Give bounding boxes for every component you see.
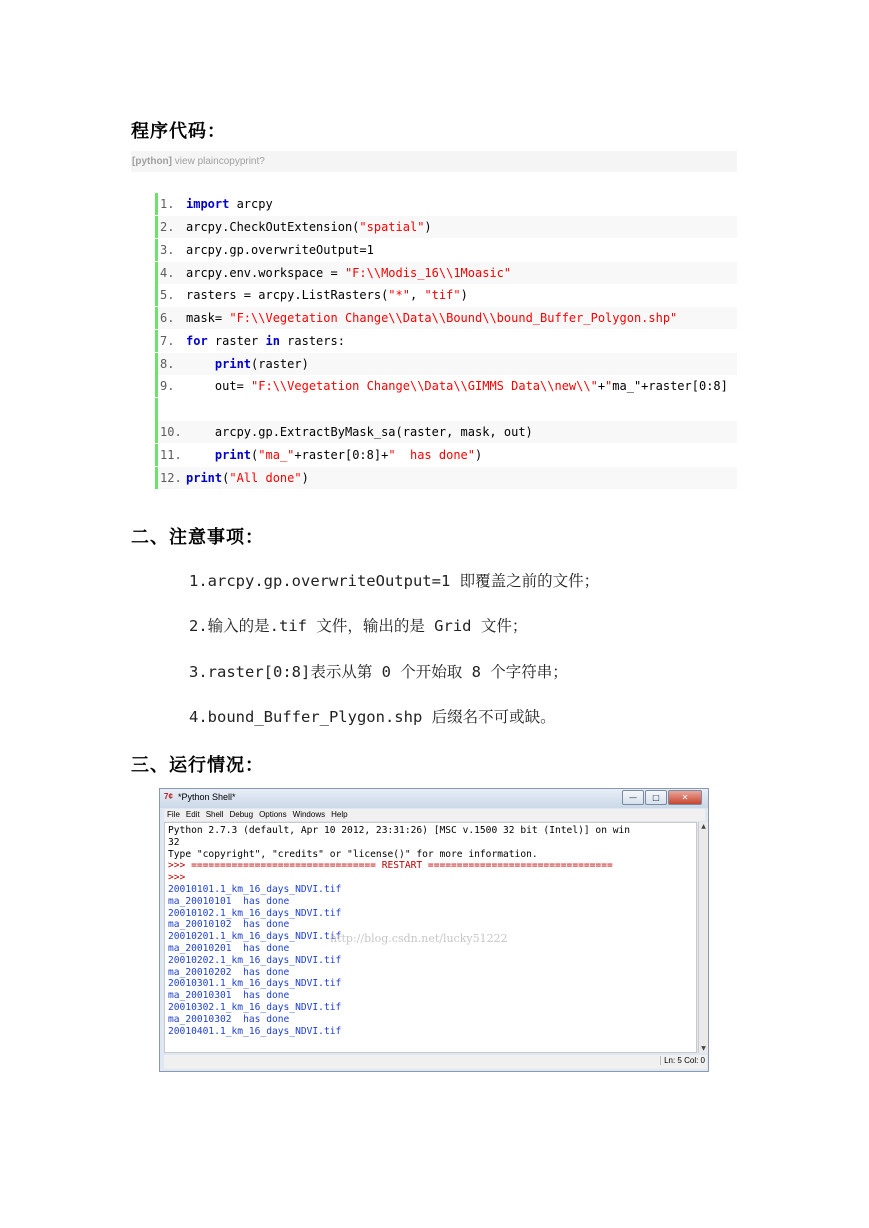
cursor-position: Ln: 5 Col: 0 [660,1056,705,1065]
code-text: , [409,288,425,302]
vertical-scrollbar[interactable] [698,822,708,1053]
line-number: 9. [160,379,175,393]
shell-line: Python 2.7.3 (default, Apr 10 2012, 23:31:26) [MSC v.1500 32 bit (Intel)] on win [168,825,631,836]
code-line [155,375,737,397]
shell-line: ma_20010301 has done [168,990,290,1002]
shell-line: 20010302.1_km_16_days_NDVI.tif [168,1002,342,1013]
shell-line: ma_20010201 has done [168,943,290,954]
code-keyword: import [186,197,230,211]
code-string: "All done" [229,471,302,485]
shell-line: 20010401.1_km_16_days_NDVI.tif [168,1025,342,1037]
code-text: (raster) [251,357,309,371]
code-text [186,357,215,371]
scroll-up-icon[interactable]: ▲ [701,823,706,830]
menu-item-windows[interactable]: Windows [292,810,326,819]
code-toolbar [131,151,737,172]
code-line [155,467,737,489]
run-heading: 三、运行情况： [131,755,264,776]
code-text: ( [222,471,230,485]
code-line [155,193,737,215]
code-keyword: in [265,334,280,348]
shell-line: ma_20010101 has done [168,895,290,907]
code-text: ma_"+raster[0:8] [612,379,728,393]
minimize-icon[interactable]: — [622,790,644,805]
code-string: "ma_" [258,448,295,462]
code-keyword: print [186,471,223,485]
shell-line: Type "copyright", "credits" or "license()" for more information. [168,848,538,860]
menu-item-file[interactable]: File [167,810,180,819]
code-text: raster [207,334,266,348]
line-number: 2. [160,220,175,234]
code-text: ) [301,471,309,485]
python-icon: 7¢ [164,792,173,801]
shell-line: 32 [168,836,180,848]
menu-item-debug[interactable]: Debug [229,810,254,819]
shell-line: ma_20010102 has done [168,919,290,931]
code-line [155,421,737,443]
line-number: 3. [160,243,175,257]
code-line [155,239,737,261]
code-text: + [597,379,606,393]
code-text: mask= [186,311,230,325]
code-line [155,330,737,352]
menu-item-options[interactable]: Options [259,810,287,819]
code-language-label: [python] [132,156,172,167]
python-shell-window [159,788,709,1072]
shell-line: 20010201.1_km_16_days_NDVI.tif [168,931,342,943]
code-string: " has done" [388,448,476,462]
shell-line: >>> [168,872,186,884]
code-heading: 程序代码： [131,121,226,142]
code-line [155,353,737,375]
code-string: "*" [388,288,410,302]
line-number: 5. [160,288,175,302]
shell-line: 20010301.1_km_16_days_NDVI.tif [168,978,342,990]
code-text: +raster[0:8]+ [294,448,389,462]
shell-line: ma_20010302 has done [168,1013,290,1025]
scroll-down-icon[interactable]: ▼ [701,1045,706,1052]
notes-heading: 二、注意事项： [131,527,264,548]
menu-item-edit[interactable]: Edit [185,810,200,819]
code-text: arcpy.CheckOutExtension( [186,220,360,234]
menu-item-help[interactable]: Help [331,810,348,819]
maximize-icon[interactable]: □ [645,790,667,805]
line-number: 1. [160,197,175,211]
code-toolbar-actions[interactable]: view plaincopyprint? [174,156,265,167]
code-text: rasters: [279,334,345,348]
code-text: ) [475,448,483,462]
code-keyword: print [214,357,252,371]
code-string: "F:\\Vegetation Change\\Data\\GIMMS Data\\new\\" [251,379,598,393]
line-number: 11. [160,448,182,462]
code-line [155,216,737,238]
line-number: 4. [160,266,175,280]
code-text: ( [251,448,259,462]
code-line [155,444,737,466]
code-line [155,284,737,306]
line-number: 6. [160,311,175,325]
code-text: arcpy.gp.overwriteOutput=1 [186,243,374,257]
line-number: 7. [160,334,175,348]
close-icon[interactable]: ✕ [668,790,702,805]
line-number: 8. [160,357,175,371]
note-item-3: 3.raster[0:8]表示从第 0 个开始取 8 个字符串； [189,663,568,681]
line-number: 10. [160,425,182,439]
shell-line: ma_20010202 has done [168,966,290,978]
code-line [155,262,737,284]
code-keyword: for [186,334,208,348]
shell-line: 20010102.1_km_16_days_NDVI.tif [168,907,342,919]
code-string: "tif" [424,288,461,302]
code-string: "spatial" [359,220,425,234]
note-item-1: 1.arcpy.gp.overwriteOutput=1 即覆盖之前的文件； [189,572,600,590]
code-text: arcpy [229,197,273,211]
menu-item-shell[interactable]: Shell [205,810,224,819]
code-string: "F:\\Vegetation Change\\Data\\Bound\\bound_Buffer_Polygon.shp" [229,311,678,325]
code-text [186,448,215,462]
code-text: out= [186,379,252,393]
code-text: rasters = arcpy.ListRasters( [186,288,389,302]
shell-line: 20010101.1_km_16_days_NDVI.tif [168,884,342,895]
menubar [164,809,705,821]
note-item-2: 2.输入的是.tif 文件，输出的是 Grid 文件； [189,617,528,635]
watermark: http://blog.csdn.net/lucky51222 [330,932,508,945]
code-text: arcpy.env.workspace = [186,266,345,280]
line-number: 12. [160,471,182,485]
code-text: ) [460,288,468,302]
code-keyword: print [214,448,252,462]
window-title: *Python Shell* [178,792,236,802]
code-string: " [605,379,613,393]
code-string: "F:\\Modis_16\\1Moasic" [344,266,512,280]
status-bar [164,1055,707,1069]
note-item-4: 4.bound_Buffer_Plygon.shp 后缀名不可或缺。 [189,708,556,726]
code-text: arcpy.gp.ExtractByMask_sa(raster, mask, out) [186,425,533,439]
code-line [155,307,737,329]
shell-line: >>> ================================ RESTART ================================ [168,860,613,872]
code-gutter-rule [155,398,158,421]
window-titlebar[interactable] [160,789,708,808]
code-text: ) [424,220,432,234]
shell-line: 20010202.1_km_16_days_NDVI.tif [168,954,342,966]
